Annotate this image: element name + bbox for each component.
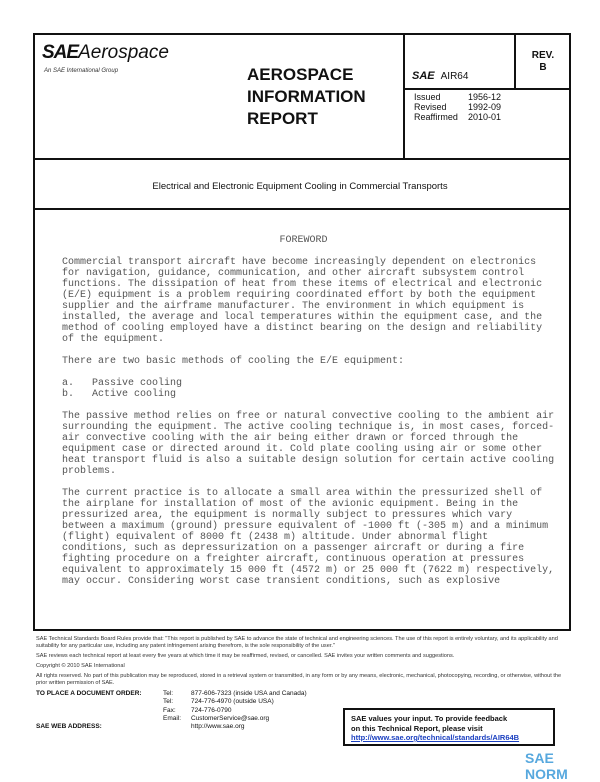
text-line: equivalent to approximately 15 000 ft (4572 m) or 25 000 ft (7622 m) respectively, (62, 565, 555, 576)
text-line: pressurized area, the equipment is normally subject to pressures which vary (62, 510, 513, 521)
legal-notice (36, 636, 566, 687)
notice-text: All rights reserved. No part of this publication may be reproduced, stored in a retrieval system or transmitted, in any form or by any means, electronic, mechanical, photocopying, recording, or otherwise, without the prior written permission of SAE. (36, 673, 562, 686)
date-table (414, 92, 501, 122)
section-heading: FOREWORD (279, 235, 328, 246)
divider (33, 208, 571, 210)
contact-row (163, 690, 307, 698)
date-row (414, 112, 501, 122)
text-line: of the equipment. (62, 334, 165, 345)
text-line: problems. (62, 466, 117, 477)
document-title: Electrical and Electronic Equipment Cooling in Commercial Transports (152, 181, 448, 192)
text-line: method of cooling employed have a distinct bearing on the design and reliability (62, 323, 543, 334)
doc-type-line: REPORT (247, 109, 318, 128)
paragraph: There are two basic methods of cooling the E/E equipment: (62, 356, 405, 367)
doc-type-line: AEROSPACE (247, 65, 354, 84)
paragraph (62, 488, 554, 587)
date-label: Revised (414, 102, 447, 112)
notice-text: SAE reviews each technical report at least every five years at which time it may be reaffirmed, revised, or cancelled. SAE invites your written comments and suggestions. (36, 653, 455, 659)
contact-row (163, 698, 307, 706)
contact-row (163, 715, 307, 723)
date-label: Issued (414, 92, 441, 102)
text-line: supplier and the airframe manufacturer. The environment in which equipment is (62, 301, 525, 312)
doc-type-line: INFORMATION (247, 87, 366, 106)
divider (33, 158, 571, 160)
feedback-box (343, 708, 555, 746)
text-line: (E/E) equipment is a problem requiring coordinated effort by both the equipment (62, 290, 537, 301)
text-line: the airplane for installation of most of the avionic equipment. Being in the (62, 499, 519, 510)
watermark: SAE NORM (525, 750, 568, 782)
text-line: functions. The dissipation of heat from these items of electrical and electronic (62, 279, 543, 290)
feedback-text: SAE values your input. To provide feedback (351, 714, 508, 723)
text-line: Commercial transport aircraft have become increasingly dependent on electronics (62, 257, 537, 268)
web-link[interactable]: http://www.sae.org (191, 723, 245, 731)
text-line: fighting procedure on a freighter aircraft, continuous operation at pressures (62, 554, 525, 565)
order-info (36, 690, 336, 731)
date-value: 1992-09 (468, 102, 502, 112)
text-line: air convective cooling with the air being either drawn or forced through the (62, 433, 519, 444)
logo-subtitle: An SAE International Group (44, 68, 119, 74)
rev-value: B (539, 62, 547, 73)
contact-label: Email: (163, 714, 182, 722)
text-line: heat transport fluid is also a suitable design solution for certain active cooling (62, 455, 555, 466)
paragraph (62, 257, 554, 345)
divider (514, 33, 516, 89)
contact-value: 724-776-0790 (191, 706, 232, 714)
text-line: between a maximum (ground) pressure equivalent of -1000 ft (-305 m) and a minimum (62, 521, 549, 532)
date-row (414, 102, 501, 112)
text-line: surrounding the equipment. The active cooling technique is, in most cases, forced- (62, 422, 555, 433)
text-line: installed, the average and local temperatures within the equipment case, and the (62, 312, 543, 323)
order-labels (36, 690, 163, 731)
web-label: SAE WEB ADDRESS: (36, 723, 102, 731)
date-label: Reaffirmed (414, 112, 458, 122)
sae-logo-small: SAE (412, 70, 435, 82)
document-body (62, 235, 554, 587)
revision (528, 50, 558, 74)
date-row (414, 92, 501, 102)
divider (403, 88, 571, 90)
doc-number-value: AIR64 (440, 71, 469, 82)
email-link[interactable]: CustomerService@sae.org (191, 714, 270, 722)
contact-row (163, 723, 307, 731)
document-number (412, 70, 468, 83)
contact-list (163, 690, 307, 731)
contact-label: Tel: (163, 690, 174, 697)
text-line: (flight) equivalent of 8000 ft (2438 m) altitude. Under abnormal flight (62, 532, 489, 543)
contact-value: 724-776-4970 (outside USA) (191, 698, 274, 706)
divider (403, 33, 405, 159)
rev-label: REV. (531, 50, 555, 61)
text-line: b. Active cooling (62, 389, 177, 400)
copyright: Copyright © 2010 SAE International (36, 663, 125, 669)
text-line: for navigation, guidance, communication, and other aircraft subsystem control (62, 268, 525, 279)
paragraph (62, 411, 554, 477)
feedback-text: on this Technical Report, please visit (351, 723, 483, 733)
feedback-link[interactable]: http://www.sae.org/technical/standards/AIR64B (351, 733, 520, 742)
text-line: conditions, such as depressurization on a passenger aircraft or during a fire (62, 543, 525, 554)
contact-label: Fax: (163, 706, 176, 714)
contact-row (163, 707, 307, 715)
text-line: equipment case or directed around it. Cold plate cooling using air or some other (62, 444, 543, 455)
date-value: 2010-01 (468, 112, 502, 122)
notice-text: SAE Technical Standards Board Rules provide that: "This report is published by SAE to advance the state of technical and engineering sciences. The use of this report is entirely voluntary, and its applicability and suitability for any particular use, including any patent infringement arising therefrom, is the sole responsibility of the user." (36, 636, 558, 649)
order-label: TO PLACE A DOCUMENT ORDER: (36, 690, 142, 697)
sae-aerospace-logo: SAEAerospace (42, 42, 169, 63)
contact-label: Tel: (163, 698, 174, 706)
text-line: The passive method relies on free or natural convective cooling to the ambient air (62, 411, 555, 422)
cooling-methods-list (62, 378, 554, 400)
document-type (247, 64, 366, 130)
contact-value: 877-606-7323 (inside USA and Canada) (191, 690, 307, 697)
date-value: 1956-12 (468, 92, 502, 102)
text-line: may occur. Considering worst case transient conditions, such as explosive (62, 576, 501, 587)
text-line: The current practice is to allocate a small area within the pressurized shell of (62, 488, 543, 499)
text-line: a. Passive cooling (62, 378, 183, 389)
